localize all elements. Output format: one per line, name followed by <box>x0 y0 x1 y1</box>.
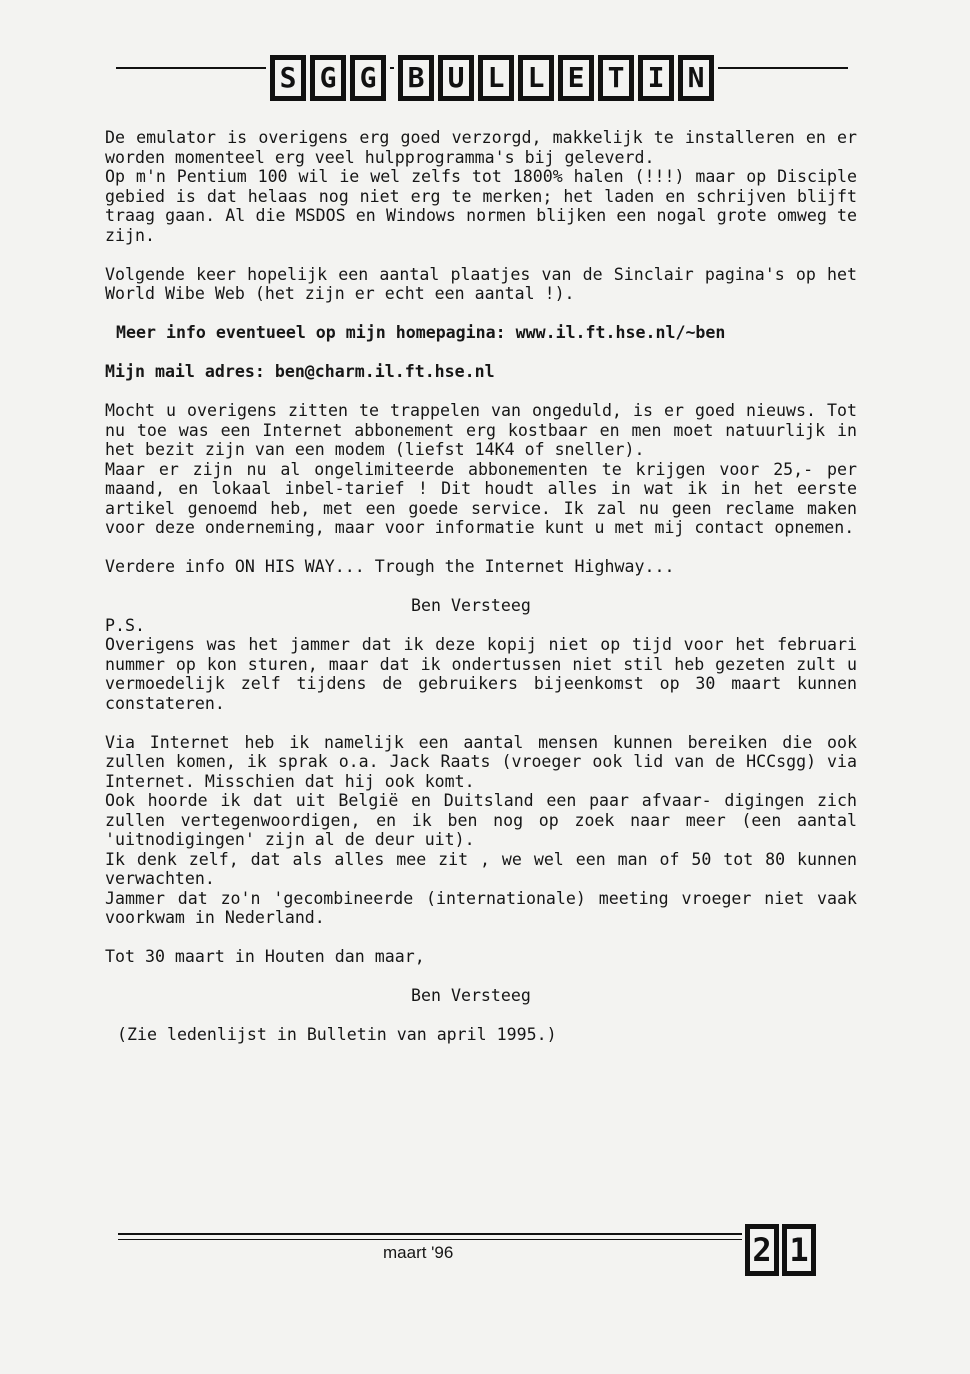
footer-rule <box>118 1233 742 1235</box>
paragraph: Volgende keer hopelijk een aantal plaatjes van de Sinclair pagina's op het World Wibe Web (het zijn er echt een aantal !). <box>105 264 867 303</box>
logo-letter: G <box>310 55 346 101</box>
logo-letter: L <box>518 55 554 101</box>
paragraph: (Zie ledenlijst in Bulletin van april 1995.) <box>117 1025 557 1044</box>
ps-label: P.S. <box>105 615 145 635</box>
logo-sgg <box>266 52 390 98</box>
paragraph: Mocht u overigens zitten te trappelen van ongeduld, is er goed nieuws. Tot nu toe was een Internet abbonement erg kostbaar en men moet natuurlijk in het bezit zijn van een modem (liefst 14K4 of sneller). <box>105 401 867 459</box>
logo-bulletin <box>394 52 718 98</box>
signature: Ben Versteeg <box>411 596 531 615</box>
paragraph: Ook hoorde ik dat uit België en Duitsland een paar afvaar- digingen zich zullen vertegenwoordigen, en ik ben nog op zoek naar meer (een aantal 'uitnodigingen' zijn al de deur uit). <box>105 791 867 849</box>
article-body <box>105 128 867 1045</box>
paragraph: Ik denk zelf, dat als alles mee zit , we wel een man of 50 tot 80 kunnen verwachten. <box>105 849 867 888</box>
logo-letter: B <box>398 55 434 101</box>
paragraph: Overigens was het jammer dat ik deze kopij niet op tijd voor het februari nummer op kon sturen, maar dat ik ondertussen niet stil heb gezeten zult u vermoedelijk zelf tijdens de gebruikers bijeenkomst op 30 maart kunnen constateren. <box>105 635 867 713</box>
paragraph: Verdere info ON HIS WAY... Trough the Internet Highway... <box>105 557 675 576</box>
logo-letter: T <box>598 55 634 101</box>
signature: Ben Versteeg <box>411 986 531 1005</box>
mail-address-line: Mijn mail adres: ben@charm.il.ft.hse.nl <box>105 362 495 381</box>
paragraph: Via Internet heb ik namelijk een aantal mensen kunnen bereiken die ook zullen komen, ik sprak o.a. Jack Raats (vroeger ook lid van de HCCsgg) via Internet. Misschien dat hij ook komt. <box>105 732 867 791</box>
paragraph: Op m'n Pentium 100 wil ie wel zelfs tot 1800% halen (!!!) maar op Disciple gebied is dat helaas nog niet erg te merken; het laden en schrijven blijft traag gaan. Al die MSDOS en Windows normen blijken een nogal grote omweg te zijn. <box>105 167 867 245</box>
paragraph: Jammer dat zo'n 'gecombineerde (internationale) meeting vroeger niet vaak voorkwam in Nederland. <box>105 888 867 927</box>
logo-letter: L <box>478 55 514 101</box>
logo-letter: N <box>678 55 714 101</box>
logo-letter: I <box>638 55 674 101</box>
paragraph: De emulator is overigens erg goed verzorgd, makkelijk te installeren en er worden momenteel erg veel hulpprogramma's bij geleverd. <box>105 128 867 167</box>
paragraph: Tot 30 maart in Houten dan maar, <box>105 947 425 966</box>
homepage-line: Meer info eventueel op mijn homepagina: www.il.ft.hse.nl/~ben <box>116 323 726 342</box>
page-number <box>745 1224 816 1276</box>
logo-letter: G <box>350 55 386 101</box>
footer-date: maart '96 <box>383 1243 454 1262</box>
page-digit: 2 <box>745 1224 779 1276</box>
footer-rule <box>118 1239 742 1240</box>
page-digit: 1 <box>782 1224 816 1276</box>
paragraph: Maar er zijn nu al ongelimiteerde abbonementen te krijgen voor 25,- per maand, en lokaal inbel-tarief ! Dit houdt alles in wat ik in het eerste artikel genoemd heb, met een goede service. Ik zal nu geen reclame maken voor deze onderneming, maar voor informatie kunt u met mij contact opnemen. <box>105 459 867 537</box>
logo-letter: E <box>558 55 594 101</box>
logo-letter: S <box>270 55 306 101</box>
logo-letter: U <box>438 55 474 101</box>
